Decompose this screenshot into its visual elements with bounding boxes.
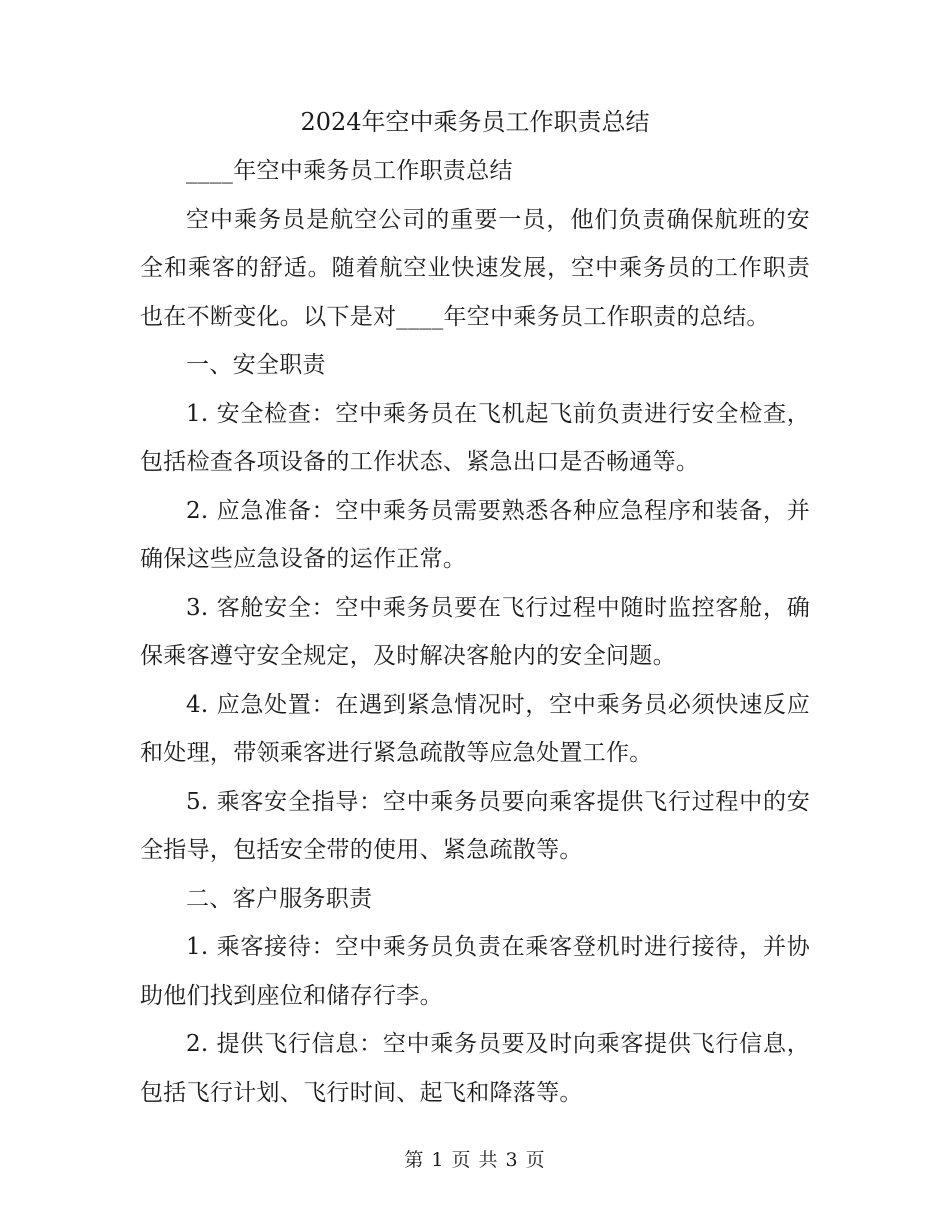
page-footer: 第 1 页 共 3 页 [404,1149,546,1171]
intro-paragraph: 空中乘务员是航空公司的重要一员，他们负责确保航班的安全和乘客的舒适。随着航空业快速发展，空中乘务员的工作职责也在不断变化。以下是对____年空中乘务员工作职责的总结。 [140,206,810,330]
safety-item-1: 1. 安全检查：空中乘务员在飞机起飞前负责进行安全检查，包括检查各项设备的工作状态、紧急出口是否畅通等。 [140,400,810,475]
service-item-1: 1. 乘客接待：空中乘务员负责在乘客登机时进行接待，并协助他们找到座位和储存行李。 [140,934,810,1009]
document-body [140,147,810,1117]
document-title: 2024年空中乘务员工作职责总结 [300,108,650,136]
section-heading-safety: 一、安全职责 [186,352,326,378]
section-heading-service: 二、客户服务职责 [186,885,373,912]
safety-item-3: 3. 客舱安全：空中乘务员要在飞行过程中随时监控客舱，确保乘客遵守安全规定，及时解决客舱内的安全问题。 [140,594,810,669]
safety-item-4: 4. 应急处置：在遇到紧急情况时，空中乘务员必须快速反应和处理，带领乘客进行紧急疏散等应急处置工作。 [140,691,810,766]
subtitle-paragraph: ____年空中乘务员工作职责总结 [186,158,513,184]
service-item-2: 2. 提供飞行信息：空中乘务员要及时向乘客提供飞行信息，包括飞行计划、飞行时间、起飞和降落等。 [140,1031,810,1106]
safety-item-5: 5. 乘客安全指导：空中乘务员要向乘客提供飞行过程中的安全指导，包括安全带的使用、紧急疏散等。 [140,788,810,863]
safety-item-2: 2. 应急准备：空中乘务员需要熟悉各种应急程序和装备，并确保这些应急设备的运作正常。 [140,497,810,572]
